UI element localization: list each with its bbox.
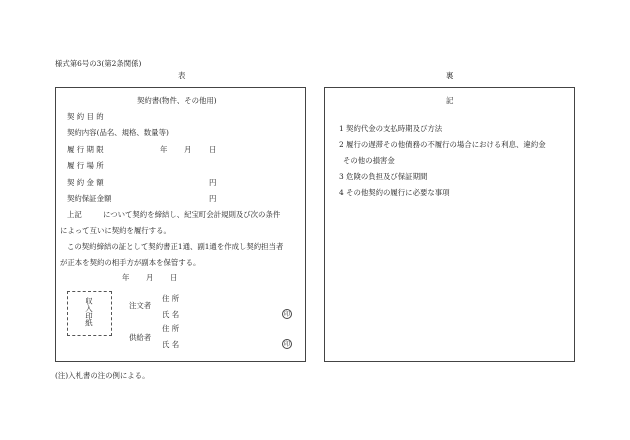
deadline-year: 年	[160, 145, 168, 154]
footnote: (注)入札書の注の例による。	[55, 371, 150, 380]
amount-yen: 円	[209, 178, 217, 187]
back-item-2: 2 履行の遅滞その他債務の不履行の場合における利息、違約金	[339, 140, 546, 149]
field-deadline: 履 行 期 限	[67, 145, 104, 154]
deadline-day: 日	[209, 145, 217, 154]
field-purpose: 契 約 目 的	[67, 112, 104, 121]
sign-year: 年	[122, 273, 130, 282]
field-place: 履 行 場 所	[67, 161, 104, 170]
back-item-1: 1 契約代金の支払時期及び方法	[339, 124, 443, 133]
back-item-2-cont: その他の損害金	[343, 156, 395, 165]
body-line2: によって互いに契約を履行する。	[60, 226, 171, 235]
field-guarantee: 契約保証金額	[67, 194, 112, 203]
back-label: 裏	[446, 71, 454, 80]
back-item-4: 4 その他契約の履行に必要な事項	[339, 188, 450, 197]
deadline-month: 月	[184, 145, 192, 154]
sign-day: 日	[170, 273, 178, 282]
guarantee-yen: 円	[209, 194, 217, 203]
body-line3: この契約締結の証として契約書正1通、副1通を作成し契約担当者	[67, 242, 284, 251]
back-title: 記	[446, 96, 454, 105]
field-contents: 契約内容(品名、規格、数量等)	[67, 128, 169, 137]
body-line4: が正本を契約の相手方が副本を保管する。	[60, 258, 201, 267]
front-title: 契約書(物件、その他用)	[137, 96, 217, 105]
back-item-3: 3 危険の負担及び保証期間	[339, 172, 428, 181]
revenue-stamp-label: 収入印紙	[84, 297, 94, 327]
orderer-address-label: 住 所	[162, 294, 180, 303]
supplier-address-label: 住 所	[162, 324, 180, 333]
supplier-seal: 印	[283, 341, 290, 348]
orderer-label: 注文者	[129, 301, 152, 310]
supplier-name-label: 氏 名	[162, 340, 180, 349]
orderer-name-label: 氏 名	[162, 310, 180, 319]
supplier-label: 供給者	[129, 333, 152, 342]
form-id: 様式第6号の3(第2条関係)	[55, 59, 142, 68]
body-line1a: 上記	[67, 210, 82, 219]
front-label: 表	[178, 71, 186, 80]
field-amount: 契 約 金 額	[67, 178, 104, 187]
body-line1b: について契約を締結し、紀宝町会計規則及び次の条件	[103, 210, 281, 219]
orderer-seal: 印	[283, 311, 290, 318]
sign-month: 月	[146, 273, 154, 282]
